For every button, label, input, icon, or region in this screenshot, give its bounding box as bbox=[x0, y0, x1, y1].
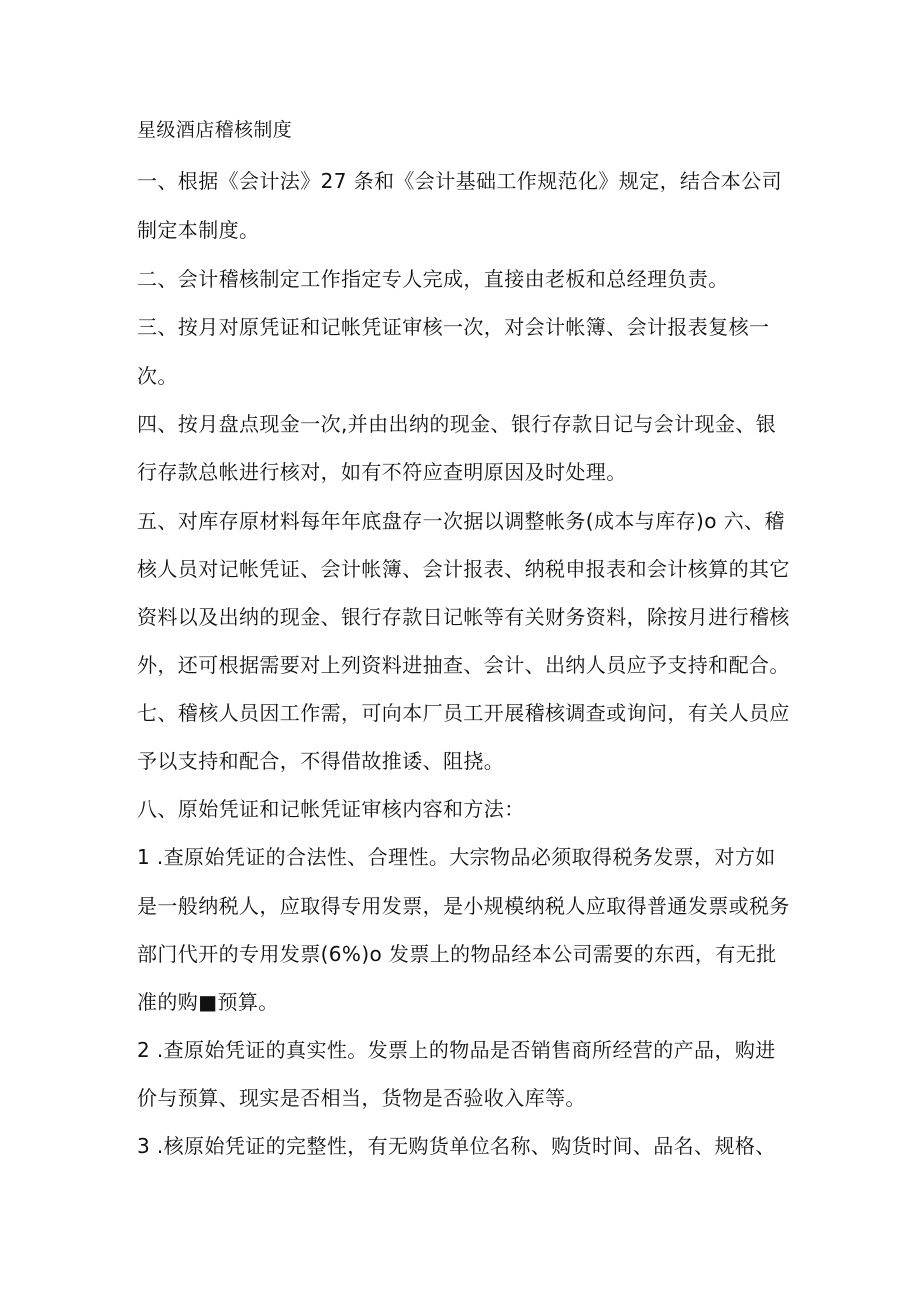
text-line: 四、按月盘点现金一次,并由出纳的现金、银行存款日记与会计现金、银 bbox=[137, 412, 777, 436]
text-line: 是一般纳税人，应取得专用发票，是小规模纳税人应取得普通发票或税务 bbox=[137, 894, 790, 918]
text-line: 予以支持和配合，不得借故推诿、阻挠。 bbox=[137, 749, 505, 773]
text-line: 八、原始凭证和记帐凭证审核内容和方法： bbox=[137, 797, 525, 821]
text-line: 五、对库存原材料每年年底盘存一次据以调整帐务(成本与库存)o 六、稽 bbox=[137, 509, 785, 533]
text-line: 准的购■预算。 bbox=[137, 990, 279, 1014]
text-line: 2 .查原始凭证的真实性。发票上的物品是否销售商所经营的产品，购进 bbox=[137, 1038, 776, 1062]
text-line: 价与预算、现实是否相当，货物是否验收入库等。 bbox=[137, 1086, 586, 1110]
text-line: 一、根据《会计法》27 条和《会计基础工作规范化》规定，结合本公司 bbox=[137, 169, 783, 193]
text-line: 3 .核原始凭证的完整性，有无购货单位名称、购货时间、品名、规格、 bbox=[137, 1134, 776, 1158]
text-line: 1 .查原始凭证的合法性、合理性。大宗物品必须取得税务发票，对方如 bbox=[137, 845, 776, 869]
text-line: 制定本制度。 bbox=[137, 218, 260, 242]
text-line: 资料以及出纳的现金、银行存款日记帐等有关财务资料，除按月进行稽核 bbox=[137, 605, 790, 629]
text-line: 二、会计稽核制定工作指定专人完成，直接由老板和总经理负责。 bbox=[137, 267, 729, 291]
text-line: 核人员对记帐凭证、会计帐簿、会计报表、纳税申报表和会计核算的其它 bbox=[137, 557, 790, 581]
document-title: 星级酒店稽核制度 bbox=[137, 119, 293, 141]
text-line: 三、按月对原凭证和记帐凭证审核一次，对会计帐簿、会计报表复核一 bbox=[137, 315, 770, 339]
text-line: 次。 bbox=[137, 364, 178, 388]
text-line: 部门代开的专用发票(6%)o 发票上的物品经本公司需要的东西，有无批 bbox=[137, 942, 777, 966]
text-line: 七、稽核人员因工作需，可向本厂员工开展稽核调查或询问，有关人员应 bbox=[137, 701, 790, 725]
text-line: 行存款总帐进行核对，如有不符应查明原因及时处理。 bbox=[137, 460, 627, 484]
text-line: 外，还可根据需要对上列资料进抽查、会计、出纳人员应予支持和配合。 bbox=[137, 653, 790, 677]
